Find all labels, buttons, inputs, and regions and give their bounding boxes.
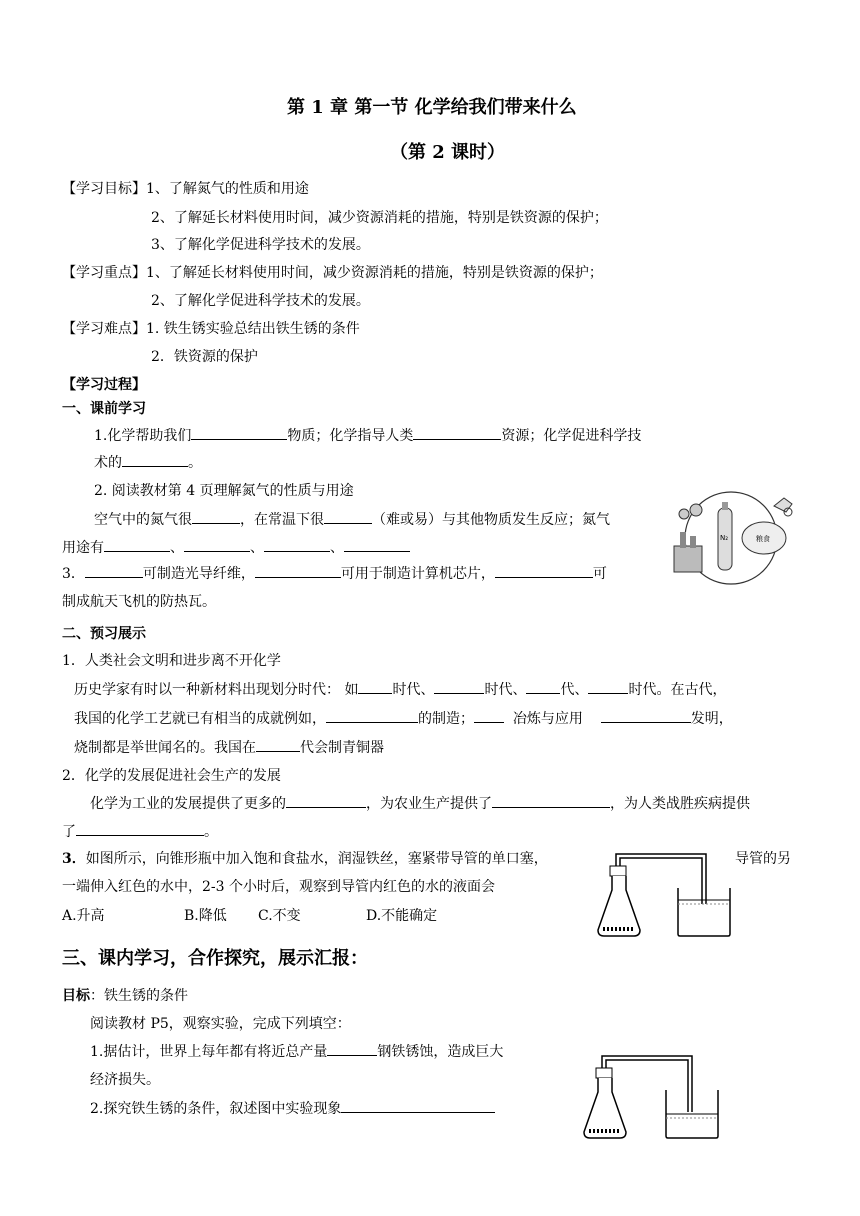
s1-q3-line2: 制成航天飞机的防热瓦。 [62,594,216,610]
difficulty-2: 2．铁资源的保护 [151,349,258,365]
nitrogen-uses-illustration [656,488,806,588]
s1-q1-line1: 1.化学帮助我们 物质；化学指导人类 资源；化学促进科学技 [94,425,641,445]
s2-p2-title: 2．化学的发展促进社会生产的发展 [62,768,281,784]
objective-3: 3、了解化学促进科学技术的发展。 [151,237,370,253]
page-subtitle: （第 2 课时） [390,142,506,163]
objective-1: 1、了解氮气的性质和用途 [146,181,309,197]
objectives-line1 [62,178,309,198]
blank[interactable] [324,509,372,524]
difficulty-1: 1. 铁生锈实验总结出铁生锈的条件 [146,321,360,337]
blank[interactable] [526,679,560,694]
option-a[interactable]: A.升高 [62,908,105,924]
blank[interactable] [122,452,188,467]
keypoint-2: 2、了解化学促进科学技术的发展。 [151,293,370,309]
blank[interactable] [601,708,691,723]
blank[interactable] [327,1041,377,1056]
svg-text:N₂: N₂ [720,534,729,542]
s1-q2-line2: 用途有 、 、 、 [62,537,410,557]
section1-heading: 一、课前学习 [62,401,146,417]
s2-p1-line1: 历史学家有时以一种新材料出现划分时代： 如 时代、 时代、 代、 时代。在古代， [74,679,726,699]
process-label: 【学习过程】 [62,377,146,393]
blank[interactable] [492,793,610,808]
blank[interactable] [434,679,484,694]
blank[interactable] [76,821,204,836]
blank[interactable] [191,425,287,440]
s2-p1-line3: 烧制都是举世闻名的。我国在 代会制青铜器 [74,737,384,757]
s1-q2-intro: 2. 阅读教材第 4 页理解氮气的性质与用途 [94,483,354,499]
blank[interactable] [192,509,240,524]
blank[interactable] [286,793,366,808]
s2-p1-title: 1．人类社会文明和进步离不开化学 [62,653,281,669]
option-c[interactable]: C.不变 [258,908,301,924]
s3-goal: 目标：铁生锈的条件 [62,988,188,1004]
s1-q2-line1: 空气中的氮气很 ，在常温下很 （难或易）与其他物质发生反应；氮气 [94,509,610,529]
objective-2: 2、了解延长材料使用时间，减少资源消耗的措施，特别是铁资源的保护； [151,210,608,226]
keypoint-1: 1、了解延长材料使用时间，减少资源消耗的措施，特别是铁资源的保护； [146,265,603,281]
s3-q1-line2: 经济损失。 [90,1072,160,1088]
s3-read: 阅读教材 P5，观察实验，完成下列填空： [90,1016,351,1032]
blank[interactable] [358,679,392,694]
blank[interactable] [255,563,341,578]
keypoints-label: 【学习重点】 [62,265,146,281]
s2-p3-line1-end: 导管的另 [735,851,791,867]
difficulties-line1 [62,318,360,338]
objectives-label: 【学习目标】 [62,181,146,197]
flask-beaker-apparatus-icon [594,838,734,942]
blank[interactable] [344,537,410,552]
s2-p3-line1: 3．如图所示，向锥形瓶中加入饱和食盐水，润湿铁丝，塞紧带导管的单口塞， [62,851,548,867]
keypoints-line1 [62,262,603,282]
blank[interactable] [495,563,593,578]
s2-p2-line1: 化学为工业的发展提供了更多的 ，为农业生产提供了 ，为人类战胜疾病提供 [90,793,750,813]
option-b[interactable]: B.降低 [184,908,227,924]
blank[interactable] [264,537,330,552]
blank[interactable] [256,737,300,752]
option-d[interactable]: D.不能确定 [366,908,438,924]
blank[interactable] [413,425,501,440]
s1-q1-line2: 术的 。 [94,452,202,472]
blank[interactable] [341,1098,495,1113]
flask-beaker-apparatus-icon [580,1040,724,1144]
s2-p1-line2: 我国的化学工艺就已有相当的成就例如， 的制造； 冶炼与应用 发明， [74,708,733,728]
blank[interactable] [326,708,418,723]
s3-q1-line1: 1.据估计，世界上每年都有将近总产量 钢铁锈蚀，造成巨大 [90,1041,503,1061]
page-title: 第 1 章 第一节 化学给我们带来什么 [287,97,577,118]
section3-heading: 三、课内学习，合作探究，展示汇报： [62,948,368,969]
s2-p2-line2: 了 。 [62,821,218,841]
s1-q3-line1: 3． 可制造光导纤维， 可用于制造计算机芯片， 可 [62,563,607,583]
difficulties-label: 【学习难点】 [62,321,146,337]
blank[interactable] [588,679,628,694]
blank[interactable] [104,537,170,552]
blank[interactable] [85,563,143,578]
blank[interactable] [184,537,250,552]
blank[interactable] [474,708,504,723]
s2-p3-line2: 一端伸入红色的水中，2-3 个小时后，观察到导管内红色的水的液面会 [62,879,495,895]
svg-text:粮食: 粮食 [756,535,770,543]
section2-heading: 二、预习展示 [62,626,146,642]
s3-q2-line: 2.探究铁生锈的条件，叙述图中实验现象 [90,1098,495,1118]
